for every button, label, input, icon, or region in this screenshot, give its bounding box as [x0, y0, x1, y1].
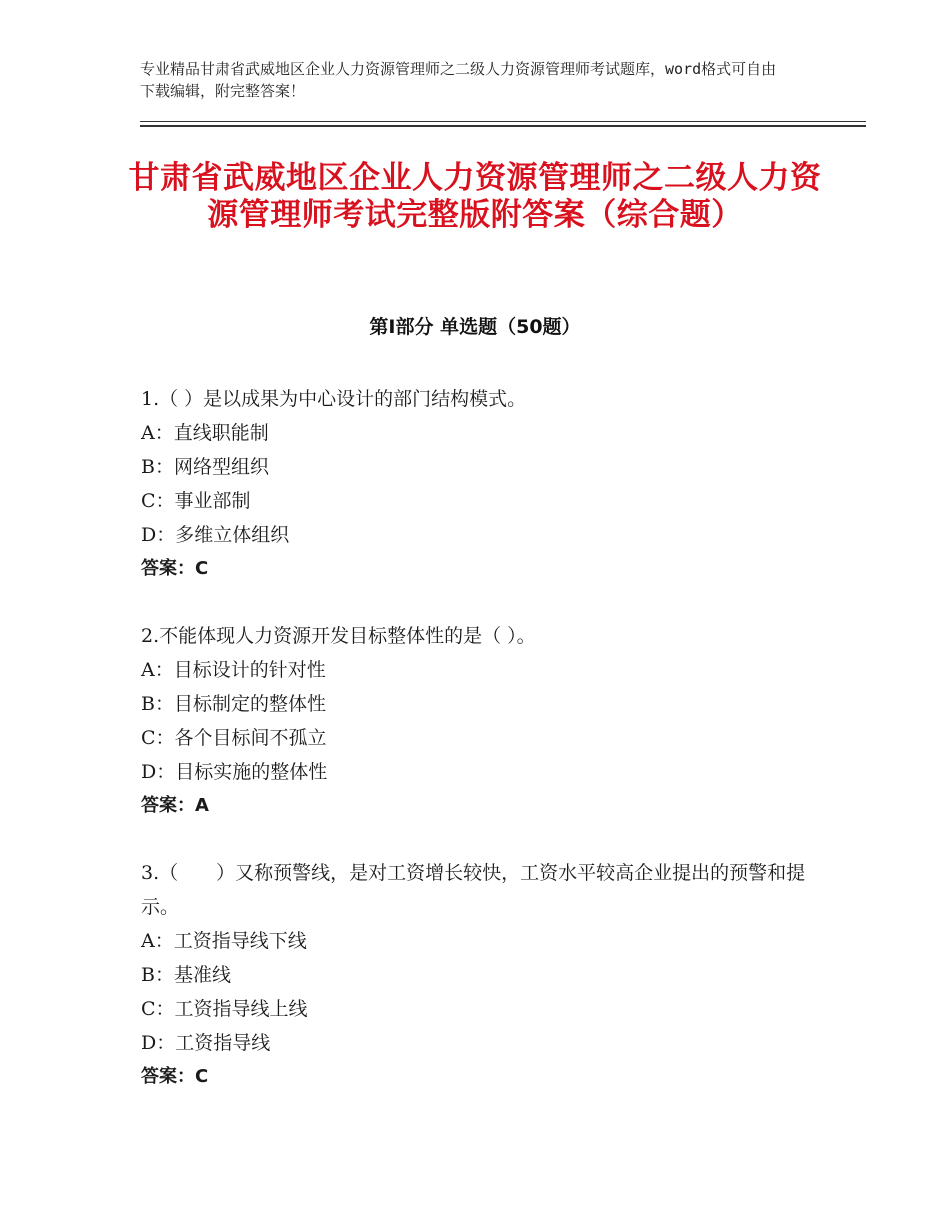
option-d: D：目标实施的整体性 [141, 761, 328, 783]
option-c: C：工资指导线上线 [141, 998, 308, 1020]
option-c: C：事业部制 [141, 490, 251, 512]
option-d: D：多维立体组织 [141, 524, 290, 546]
option-a: A：直线职能制 [141, 422, 269, 444]
question-list [141, 382, 811, 1127]
answer: 答案：A [141, 795, 209, 816]
document-title: 甘肃省武威地区企业人力资源管理师之二级人力资源管理师考试完整版附答案（综合题） [128, 160, 822, 233]
question-3 [141, 856, 811, 1094]
header-divider-thin [140, 121, 866, 122]
option-d: D：工资指导线 [141, 1032, 271, 1054]
question-text: 3.（ ）又称预警线，是对工资增长较快，工资水平较高企业提出的预警和提示。 [141, 862, 806, 918]
question-1 [141, 382, 811, 586]
section-title: 第Ⅰ部分 单选题（50题） [369, 316, 581, 338]
option-c: C：各个目标间不孤立 [141, 727, 327, 749]
option-a: A：工资指导线下线 [141, 930, 307, 952]
option-b: B：目标制定的整体性 [141, 693, 326, 715]
question-2 [141, 619, 811, 823]
option-a: A：目标设计的针对性 [141, 659, 326, 681]
option-b: B：基准线 [141, 964, 231, 986]
option-b: B：网络型组织 [141, 456, 269, 478]
header-divider-thick [140, 125, 866, 127]
question-text: 1.（ ）是以成果为中心设计的部门结构模式。 [141, 388, 527, 410]
header-note: 专业精品甘肃省武威地区企业人力资源管理师之二级人力资源管理师考试题库，word格式可自由下载编辑，附完整答案！ [140, 60, 777, 100]
question-text: 2.不能体现人力资源开发目标整体性的是（ ）。 [141, 625, 536, 647]
answer: 答案：C [141, 1066, 209, 1087]
answer: 答案：C [141, 558, 209, 579]
